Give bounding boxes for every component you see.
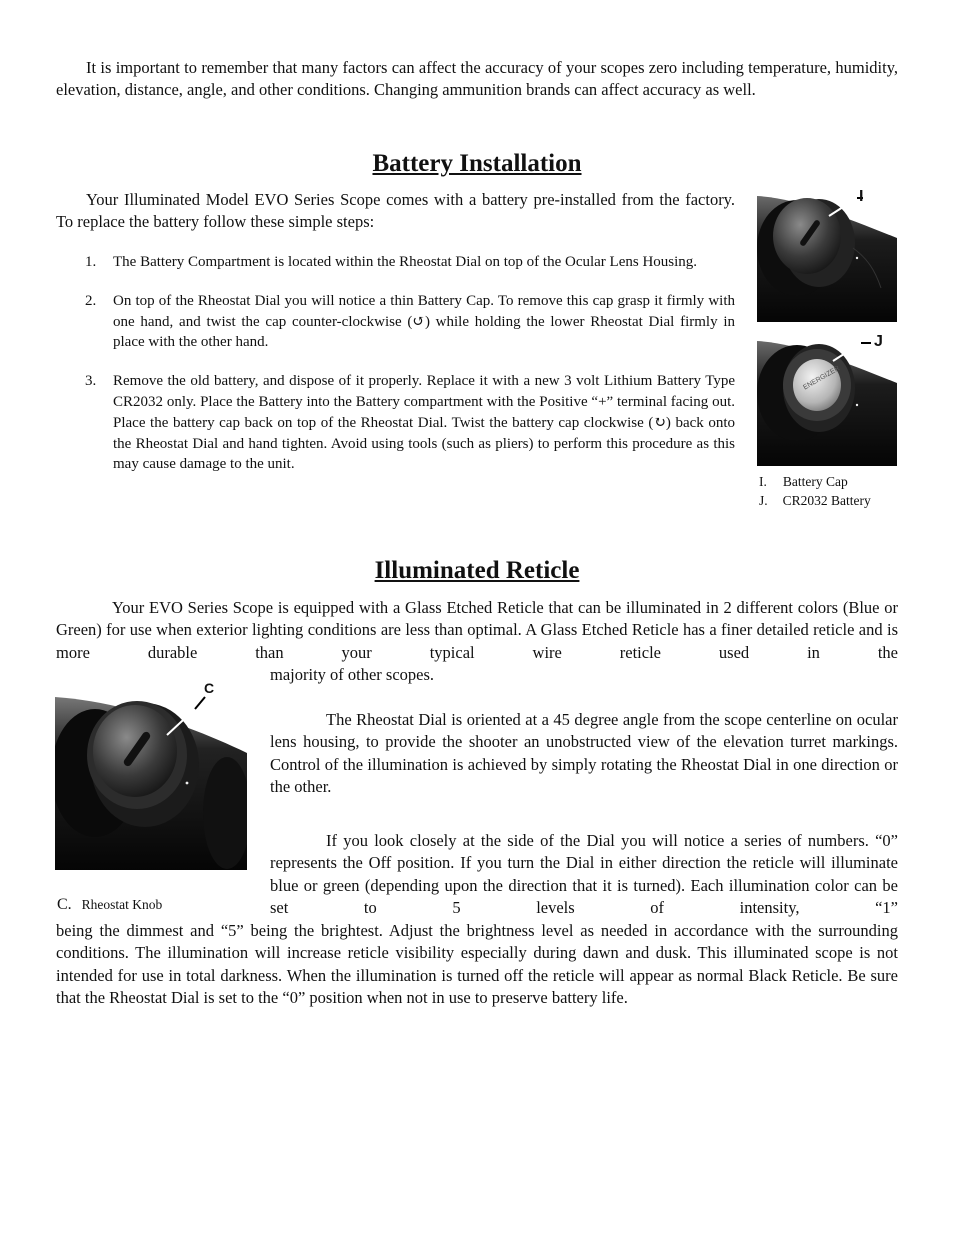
reticle-paragraph-3-full: being the dimmest and “5” being the brightest. Adjust the brightness level as needed in accordance with the surrounding conditions. The illumination will increase reticle visibility especially during dawn and dusk. This illuminated scope is not intended for use in total darkness. When the illumination is turned off the reticle will appear as normal Black Reticle. Be sure that the Rheostat Dial is set to the “0” position when not in use to preserve battery life. [56,921,898,1007]
step-text: The Battery Compartment is located within the Rheostat Dial on top of the Ocular Lens Housing. [113,254,698,270]
caption-rheostat-knob [57,895,162,915]
reticle-paragraph-2: The Rheostat Dial is oriented at a 45 degree angle from the scope centerline on ocular lens housing, to provide the shooter an unobstructed view of the elevation turret markings. Control of the illumination is achieved by simply rotating the Rheostat Dial in one direction or the other. [270,710,898,796]
photo-label-j: J [874,333,883,350]
step-number: 2. [85,292,97,309]
photo-label-c: C [204,680,215,696]
reticle-paragraph-1-end: majority of other scopes. [270,665,435,684]
caption-letter: I. [759,474,767,489]
caption-text: CR2032 Battery [782,493,871,508]
battery-step [56,291,735,353]
cr2032-battery-photo [757,333,897,466]
step-number: 3. [85,373,97,390]
reticle-paragraph-3-side: If you look closely at the side of the Dial you will notice a series of numbers. “0” represents the Off position. If you turn the Dial in either direction the reticle will illuminate blue or green (depending upon the direction that it is turned). Each illumination color can be set to 5 levels of intensity, “1” [270,831,898,917]
photo-label-i: I [859,188,864,205]
battery-intro-paragraph: Your Illuminated Model EVO Series Scope comes with a battery pre-installed from the factory. To replace the battery follow these simple steps: [56,190,735,232]
reticle-paragraph-1: Your EVO Series Scope is equipped with a Glass Etched Reticle that can be illuminated in 2 different colors (Blue or Green) for use when exterior lighting conditions are less than optimal. A Glass Etched Reticle has a finer detailed reticle and is more durable than your typical wire reticle used in the [56,598,898,662]
battery-step [56,252,735,273]
rheostat-knob-photo [55,693,247,870]
svg-text:ENERGIZER: ENERGIZER [802,365,842,392]
battery-installation-heading: Battery Installation [372,150,582,177]
battery-steps-list [56,252,735,475]
step-text: Remove the old battery, and dispose of it properly. Replace it with a new 3 volt Lithium Battery Type CR2032 only. Place the Battery into the Battery compartment with the Positive “+” terminal facing out. Place the battery cap back on top of the Rheostat Dial. Twist the battery cap clockwise (↻) back onto the Rheostat Dial and hand tighten. Avoid using tools (such as pliers) to perform this procedure as this may cause damage to the unit. [113,373,735,473]
caption-letter: J. [759,493,768,508]
caption-letter: C. [57,896,72,913]
battery-step [56,371,735,475]
caption-cr2032-battery [759,491,871,511]
intro-paragraph: It is important to remember that many factors can affect the accuracy of your scopes zero including temperature, humidity, elevation, distance, angle, and other conditions. Changing ammunition brands can affect accuracy as well. [56,58,898,100]
step-number: 1. [85,254,97,270]
illuminated-reticle-heading: Illuminated Reticle [374,557,580,584]
caption-text: Rheostat Knob [81,897,163,912]
step-text: On top of the Rheostat Dial you will notice a thin Battery Cap. To remove this cap grasp it firmly with one hand, and twist the cap counter-clockwise (↺) while holding the lower Rheostat Dial firmly in place with the other hand. [113,292,735,351]
caption-text: Battery Cap [782,474,848,489]
caption-battery-cap [759,472,848,492]
battery-cap-photo [757,188,897,322]
